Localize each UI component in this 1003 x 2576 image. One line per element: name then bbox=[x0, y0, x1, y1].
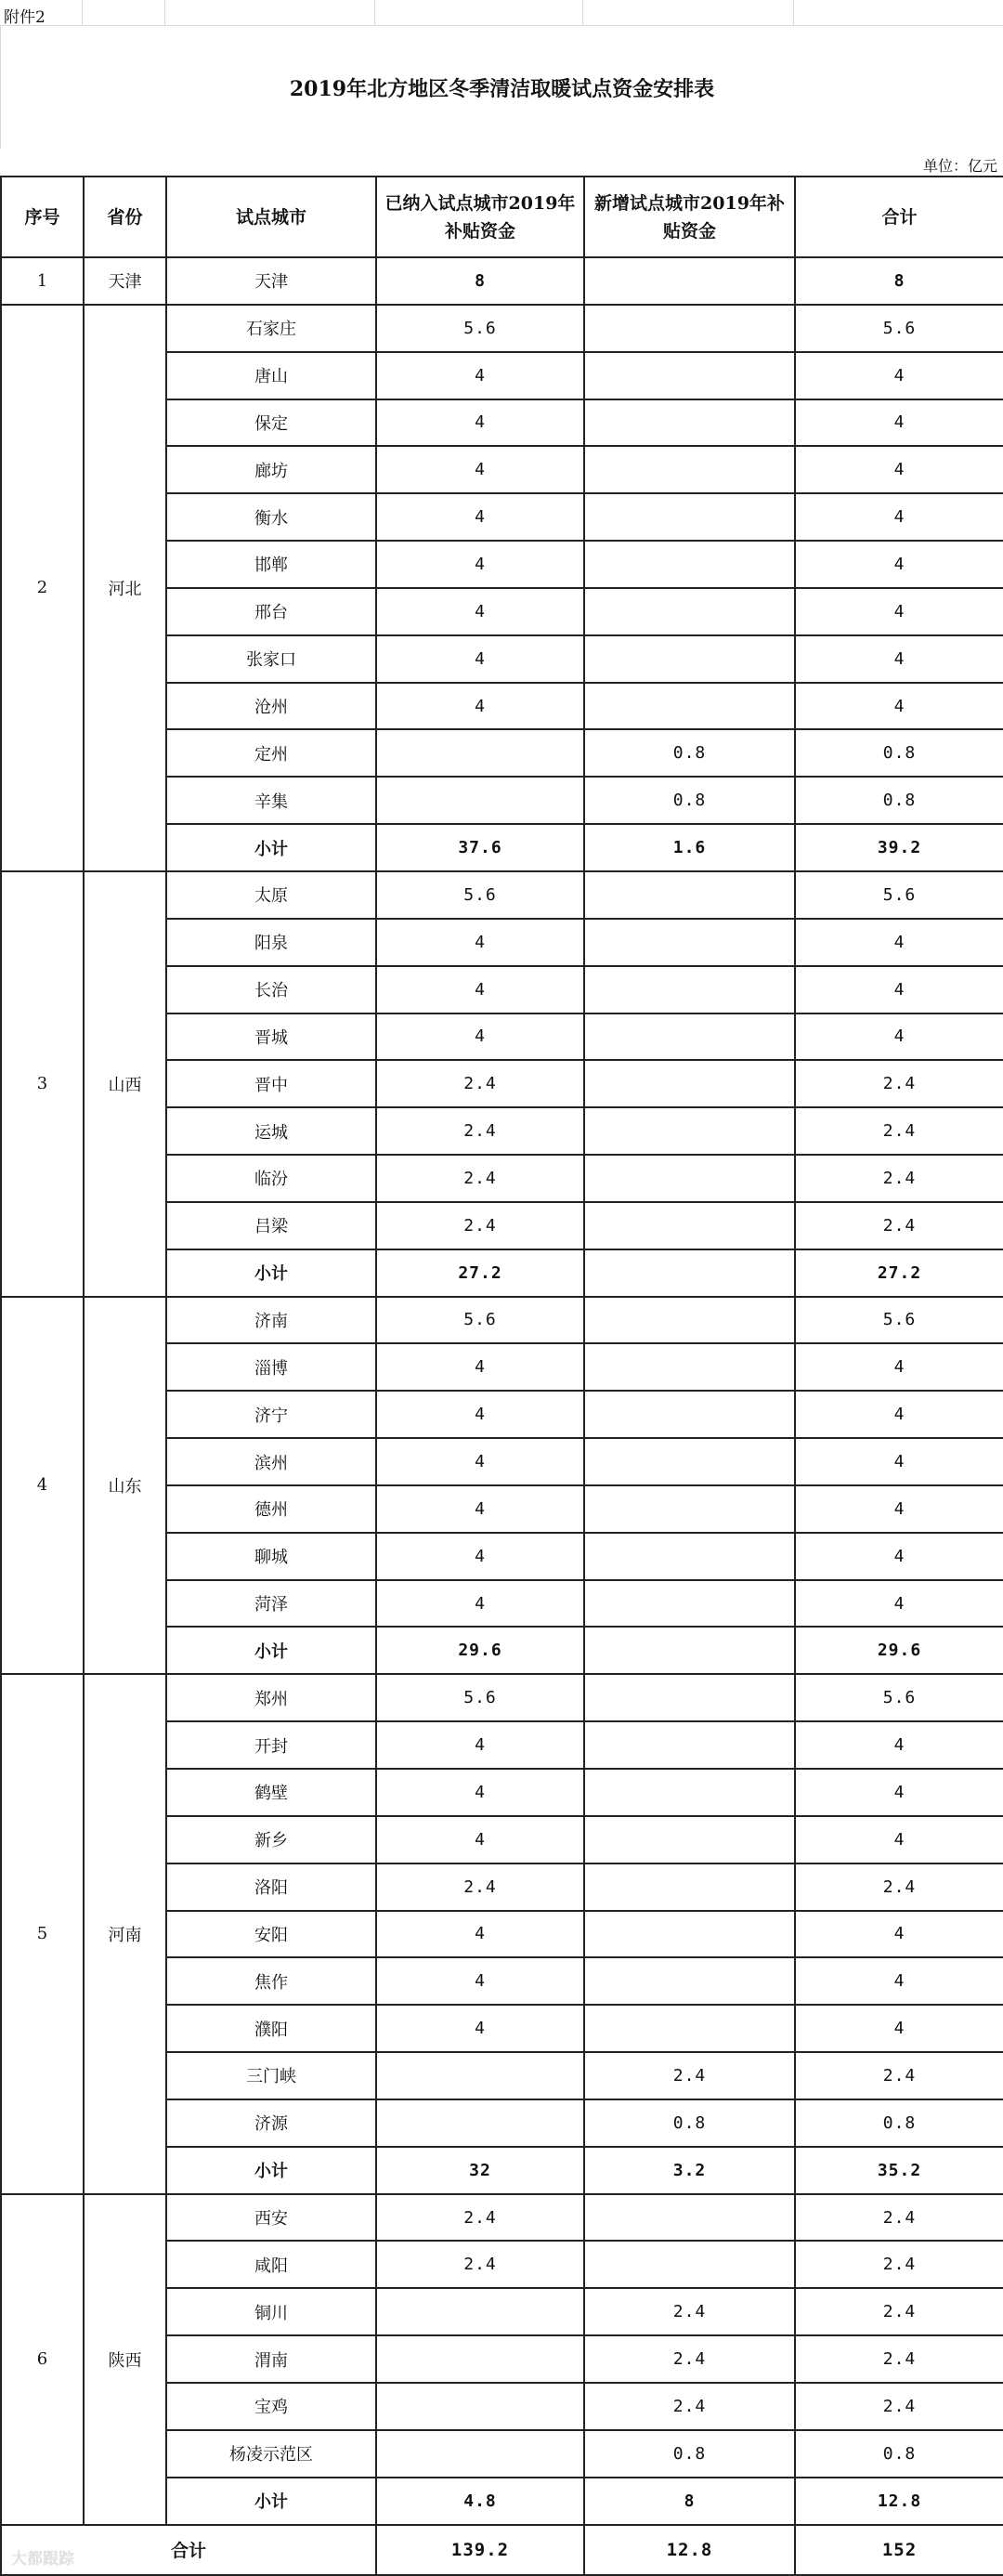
existing-cell: 4 bbox=[376, 1485, 584, 1533]
total-cell: 2.4 bbox=[795, 1060, 1003, 1107]
existing-cell: 4 bbox=[376, 399, 584, 447]
new-cell bbox=[584, 683, 795, 730]
table-row bbox=[1, 871, 1003, 919]
existing-cell: 4 bbox=[376, 1580, 584, 1628]
total-cell: 5.6 bbox=[795, 305, 1003, 352]
seq-cell: 5 bbox=[1, 1674, 84, 2193]
new-cell: 2.4 bbox=[584, 2052, 795, 2099]
existing-cell: 2.4 bbox=[376, 1863, 584, 1911]
total-cell: 12.8 bbox=[795, 2478, 1003, 2525]
total-cell: 4 bbox=[795, 541, 1003, 588]
city-cell: 晋中 bbox=[166, 1060, 376, 1107]
total-cell: 4 bbox=[795, 1533, 1003, 1580]
new-cell bbox=[584, 1060, 795, 1107]
grand-total-label: 合计 bbox=[1, 2525, 376, 2575]
city-cell: 天津 bbox=[166, 257, 376, 305]
attachment-label: 附件2 bbox=[4, 8, 46, 27]
city-cell: 临汾 bbox=[166, 1155, 376, 1202]
new-cell bbox=[584, 446, 795, 493]
city-cell: 沧州 bbox=[166, 683, 376, 730]
city-cell: 衡水 bbox=[166, 493, 376, 541]
city-cell: 三门峡 bbox=[166, 2052, 376, 2099]
new-cell bbox=[584, 1155, 795, 1202]
existing-cell: 2.4 bbox=[376, 2241, 584, 2288]
header-province: 省份 bbox=[84, 177, 166, 257]
city-cell: 小计 bbox=[166, 1249, 376, 1297]
new-cell: 1.6 bbox=[584, 824, 795, 871]
city-cell: 杨凌示范区 bbox=[166, 2430, 376, 2478]
existing-cell: 4 bbox=[376, 1769, 584, 1816]
total-cell: 39.2 bbox=[795, 824, 1003, 871]
city-cell: 安阳 bbox=[166, 1911, 376, 1958]
existing-cell bbox=[376, 2383, 584, 2430]
existing-cell: 4 bbox=[376, 1911, 584, 1958]
grand-total-existing: 139.2 bbox=[376, 2525, 584, 2575]
city-cell: 小计 bbox=[166, 2478, 376, 2525]
new-cell bbox=[584, 1957, 795, 2005]
existing-cell: 2.4 bbox=[376, 1107, 584, 1155]
city-cell: 德州 bbox=[166, 1485, 376, 1533]
total-cell: 2.4 bbox=[795, 2335, 1003, 2383]
table-row bbox=[1, 1297, 1003, 1344]
total-cell: 35.2 bbox=[795, 2147, 1003, 2194]
total-cell: 4 bbox=[795, 399, 1003, 447]
total-cell: 4 bbox=[795, 1721, 1003, 1769]
new-cell: 0.8 bbox=[584, 2430, 795, 2478]
total-cell: 4 bbox=[795, 1816, 1003, 1863]
city-cell: 晋城 bbox=[166, 1013, 376, 1061]
city-cell: 开封 bbox=[166, 1721, 376, 1769]
city-cell: 焦作 bbox=[166, 1957, 376, 2005]
grid-line bbox=[164, 0, 165, 26]
new-cell: 0.8 bbox=[584, 2099, 795, 2147]
existing-cell: 4 bbox=[376, 919, 584, 966]
existing-cell: 4 bbox=[376, 635, 584, 683]
seq-cell: 4 bbox=[1, 1297, 84, 1675]
header-existing: 已纳入试点城市2019年补贴资金 bbox=[376, 177, 584, 257]
total-cell: 4 bbox=[795, 1013, 1003, 1061]
city-cell: 滨州 bbox=[166, 1438, 376, 1485]
new-cell bbox=[584, 305, 795, 352]
page-title: 2019年北方地区冬季清洁取暖试点资金安排表 bbox=[0, 26, 1003, 149]
new-cell bbox=[584, 1343, 795, 1391]
new-cell bbox=[584, 1438, 795, 1485]
new-cell bbox=[584, 1533, 795, 1580]
new-cell bbox=[584, 2194, 795, 2242]
total-cell: 2.4 bbox=[795, 1155, 1003, 1202]
city-cell: 咸阳 bbox=[166, 2241, 376, 2288]
existing-cell bbox=[376, 777, 584, 824]
total-cell: 8 bbox=[795, 257, 1003, 305]
city-cell: 郑州 bbox=[166, 1674, 376, 1721]
new-cell bbox=[584, 2241, 795, 2288]
existing-cell bbox=[376, 2288, 584, 2335]
existing-cell: 5.6 bbox=[376, 1674, 584, 1721]
total-cell: 4 bbox=[795, 635, 1003, 683]
total-cell: 4 bbox=[795, 1438, 1003, 1485]
seq-cell: 1 bbox=[1, 257, 84, 305]
existing-cell: 4 bbox=[376, 1391, 584, 1438]
existing-cell: 2.4 bbox=[376, 1155, 584, 1202]
province-cell: 陕西 bbox=[84, 2194, 166, 2525]
grand-total-row bbox=[1, 2525, 1003, 2575]
table-row bbox=[1, 305, 1003, 352]
total-cell: 5.6 bbox=[795, 1297, 1003, 1344]
funding-table bbox=[0, 176, 1003, 2576]
city-cell: 邯郸 bbox=[166, 541, 376, 588]
total-cell: 0.8 bbox=[795, 2099, 1003, 2147]
seq-cell: 6 bbox=[1, 2194, 84, 2525]
header-city: 试点城市 bbox=[166, 177, 376, 257]
city-cell: 新乡 bbox=[166, 1816, 376, 1863]
existing-cell: 4 bbox=[376, 2005, 584, 2052]
total-cell: 4 bbox=[795, 493, 1003, 541]
new-cell bbox=[584, 1013, 795, 1061]
city-cell: 廊坊 bbox=[166, 446, 376, 493]
total-cell: 4 bbox=[795, 683, 1003, 730]
city-cell: 阳泉 bbox=[166, 919, 376, 966]
city-cell: 铜川 bbox=[166, 2288, 376, 2335]
existing-cell: 4 bbox=[376, 1013, 584, 1061]
total-cell: 2.4 bbox=[795, 2194, 1003, 2242]
total-cell: 0.8 bbox=[795, 729, 1003, 777]
existing-cell: 4 bbox=[376, 1957, 584, 2005]
city-cell: 长治 bbox=[166, 966, 376, 1013]
grid-line bbox=[793, 0, 794, 26]
existing-cell: 5.6 bbox=[376, 305, 584, 352]
existing-cell: 4 bbox=[376, 683, 584, 730]
new-cell: 0.8 bbox=[584, 777, 795, 824]
existing-cell: 4 bbox=[376, 1438, 584, 1485]
new-cell bbox=[584, 1249, 795, 1297]
new-cell bbox=[584, 1816, 795, 1863]
city-cell: 济源 bbox=[166, 2099, 376, 2147]
total-cell: 4 bbox=[795, 1769, 1003, 1816]
new-cell bbox=[584, 1721, 795, 1769]
city-cell: 小计 bbox=[166, 824, 376, 871]
city-cell: 淄博 bbox=[166, 1343, 376, 1391]
total-cell: 27.2 bbox=[795, 1249, 1003, 1297]
province-cell: 河北 bbox=[84, 305, 166, 871]
watermark: 大都跟踪 bbox=[11, 2550, 74, 2569]
total-cell: 4 bbox=[795, 1911, 1003, 1958]
city-cell: 濮阳 bbox=[166, 2005, 376, 2052]
total-cell: 2.4 bbox=[795, 2288, 1003, 2335]
province-cell: 山东 bbox=[84, 1297, 166, 1675]
new-cell bbox=[584, 1202, 795, 1249]
existing-cell: 29.6 bbox=[376, 1627, 584, 1674]
new-cell: 3.2 bbox=[584, 2147, 795, 2194]
total-cell: 5.6 bbox=[795, 871, 1003, 919]
city-cell: 石家庄 bbox=[166, 305, 376, 352]
total-cell: 2.4 bbox=[795, 1107, 1003, 1155]
city-cell: 鹤壁 bbox=[166, 1769, 376, 1816]
new-cell bbox=[584, 1580, 795, 1628]
new-cell bbox=[584, 966, 795, 1013]
existing-cell bbox=[376, 729, 584, 777]
city-cell: 辛集 bbox=[166, 777, 376, 824]
new-cell: 0.8 bbox=[584, 729, 795, 777]
city-cell: 洛阳 bbox=[166, 1863, 376, 1911]
total-cell: 29.6 bbox=[795, 1627, 1003, 1674]
total-cell: 4 bbox=[795, 966, 1003, 1013]
city-cell: 渭南 bbox=[166, 2335, 376, 2383]
city-cell: 菏泽 bbox=[166, 1580, 376, 1628]
total-cell: 2.4 bbox=[795, 2052, 1003, 2099]
new-cell bbox=[584, 352, 795, 399]
grid-line bbox=[374, 0, 375, 26]
city-cell: 聊城 bbox=[166, 1533, 376, 1580]
existing-cell: 37.6 bbox=[376, 824, 584, 871]
existing-cell: 4 bbox=[376, 966, 584, 1013]
existing-cell: 4 bbox=[376, 1721, 584, 1769]
new-cell bbox=[584, 1863, 795, 1911]
province-cell: 山西 bbox=[84, 871, 166, 1297]
city-cell: 运城 bbox=[166, 1107, 376, 1155]
new-cell bbox=[584, 871, 795, 919]
new-cell bbox=[584, 399, 795, 447]
grand-total-total: 152 bbox=[795, 2525, 1003, 2575]
province-cell: 河南 bbox=[84, 1674, 166, 2193]
total-cell: 4 bbox=[795, 2005, 1003, 2052]
header-row bbox=[1, 177, 1003, 257]
seq-cell: 2 bbox=[1, 305, 84, 871]
existing-cell: 2.4 bbox=[376, 1060, 584, 1107]
city-cell: 小计 bbox=[166, 1627, 376, 1674]
unit-label: 单位：亿元 bbox=[922, 157, 997, 175]
existing-cell: 4.8 bbox=[376, 2478, 584, 2525]
new-cell bbox=[584, 1391, 795, 1438]
city-cell: 唐山 bbox=[166, 352, 376, 399]
new-cell bbox=[584, 1485, 795, 1533]
new-cell bbox=[584, 541, 795, 588]
total-cell: 4 bbox=[795, 588, 1003, 635]
total-cell: 2.4 bbox=[795, 1863, 1003, 1911]
existing-cell: 8 bbox=[376, 257, 584, 305]
existing-cell bbox=[376, 2099, 584, 2147]
existing-cell: 4 bbox=[376, 1343, 584, 1391]
total-cell: 4 bbox=[795, 1391, 1003, 1438]
existing-cell: 27.2 bbox=[376, 1249, 584, 1297]
new-cell bbox=[584, 1107, 795, 1155]
total-cell: 4 bbox=[795, 1343, 1003, 1391]
total-cell: 4 bbox=[795, 1580, 1003, 1628]
existing-cell: 4 bbox=[376, 493, 584, 541]
existing-cell: 4 bbox=[376, 588, 584, 635]
table-row bbox=[1, 257, 1003, 305]
province-cell: 天津 bbox=[84, 257, 166, 305]
new-cell bbox=[584, 1769, 795, 1816]
existing-cell: 4 bbox=[376, 1533, 584, 1580]
total-cell: 5.6 bbox=[795, 1674, 1003, 1721]
city-cell: 邢台 bbox=[166, 588, 376, 635]
city-cell: 张家口 bbox=[166, 635, 376, 683]
new-cell bbox=[584, 1911, 795, 1958]
attachment-bar bbox=[0, 0, 1003, 26]
new-cell bbox=[584, 1297, 795, 1344]
header-seq: 序号 bbox=[1, 177, 84, 257]
new-cell bbox=[584, 588, 795, 635]
total-cell: 4 bbox=[795, 352, 1003, 399]
existing-cell: 4 bbox=[376, 541, 584, 588]
new-cell bbox=[584, 257, 795, 305]
table-row bbox=[1, 1674, 1003, 1721]
table-body bbox=[1, 257, 1003, 2525]
city-cell: 小计 bbox=[166, 2147, 376, 2194]
total-cell: 2.4 bbox=[795, 2383, 1003, 2430]
total-cell: 0.8 bbox=[795, 777, 1003, 824]
existing-cell: 5.6 bbox=[376, 871, 584, 919]
header-total: 合计 bbox=[795, 177, 1003, 257]
new-cell bbox=[584, 1627, 795, 1674]
existing-cell bbox=[376, 2335, 584, 2383]
total-cell: 0.8 bbox=[795, 2430, 1003, 2478]
new-cell bbox=[584, 919, 795, 966]
city-cell: 吕梁 bbox=[166, 1202, 376, 1249]
existing-cell bbox=[376, 2052, 584, 2099]
header-new: 新增试点城市2019年补贴资金 bbox=[584, 177, 795, 257]
existing-cell: 32 bbox=[376, 2147, 584, 2194]
city-cell: 保定 bbox=[166, 399, 376, 447]
total-cell: 4 bbox=[795, 1957, 1003, 2005]
existing-cell: 2.4 bbox=[376, 2194, 584, 2242]
total-cell: 4 bbox=[795, 919, 1003, 966]
grand-total-new: 12.8 bbox=[584, 2525, 795, 2575]
existing-cell: 4 bbox=[376, 446, 584, 493]
city-cell: 宝鸡 bbox=[166, 2383, 376, 2430]
new-cell bbox=[584, 2005, 795, 2052]
city-cell: 西安 bbox=[166, 2194, 376, 2242]
new-cell bbox=[584, 1674, 795, 1721]
new-cell bbox=[584, 493, 795, 541]
new-cell: 2.4 bbox=[584, 2288, 795, 2335]
new-cell: 2.4 bbox=[584, 2383, 795, 2430]
seq-cell: 3 bbox=[1, 871, 84, 1297]
city-cell: 济宁 bbox=[166, 1391, 376, 1438]
city-cell: 济南 bbox=[166, 1297, 376, 1344]
existing-cell: 2.4 bbox=[376, 1202, 584, 1249]
existing-cell: 4 bbox=[376, 1816, 584, 1863]
existing-cell: 4 bbox=[376, 352, 584, 399]
table-row bbox=[1, 2194, 1003, 2242]
total-cell: 2.4 bbox=[795, 1202, 1003, 1249]
city-cell: 定州 bbox=[166, 729, 376, 777]
grid-line bbox=[582, 0, 583, 26]
existing-cell: 5.6 bbox=[376, 1297, 584, 1344]
grid-line bbox=[82, 0, 83, 26]
total-cell: 4 bbox=[795, 1485, 1003, 1533]
existing-cell bbox=[376, 2430, 584, 2478]
city-cell: 太原 bbox=[166, 871, 376, 919]
total-cell: 4 bbox=[795, 446, 1003, 493]
new-cell: 2.4 bbox=[584, 2335, 795, 2383]
new-cell bbox=[584, 635, 795, 683]
new-cell: 8 bbox=[584, 2478, 795, 2525]
total-cell: 2.4 bbox=[795, 2241, 1003, 2288]
